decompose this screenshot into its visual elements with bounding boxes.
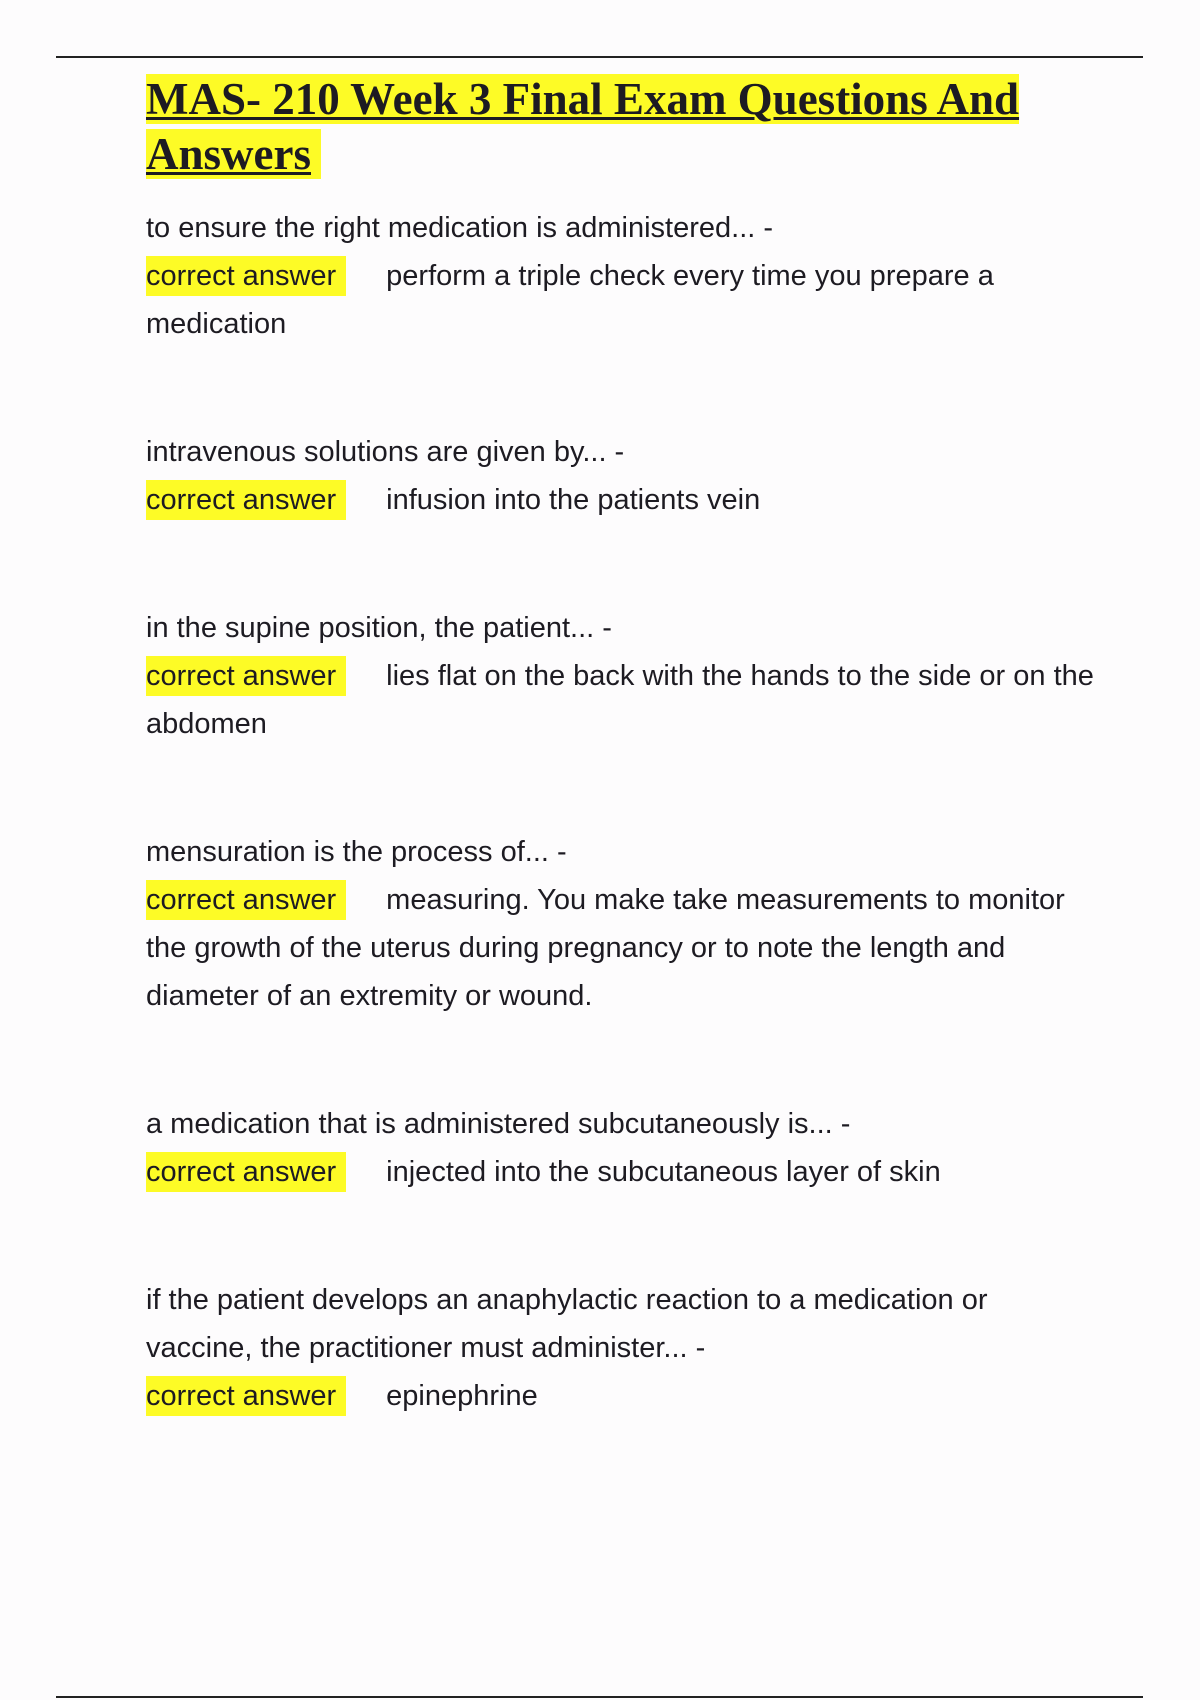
question-text: in the supine position, the patient... - — [146, 612, 612, 644]
qa-item — [146, 1100, 1096, 1196]
document-body — [146, 72, 1096, 1420]
document-title — [146, 72, 1096, 182]
qa-item — [146, 1276, 1096, 1420]
answer-text: measuring. You make take measurements to monitor the growth of the uterus during pregnancy or to note the length and diameter of an extremity or wound. — [146, 884, 1065, 1012]
correct-answer-label: correct answer — [146, 256, 346, 296]
question-text: a medication that is administered subcutaneously is... - — [146, 1108, 851, 1140]
answer-block — [146, 476, 1096, 524]
qa-list — [146, 204, 1096, 1420]
answer-text: perform a triple check every time you prepare a medication — [146, 260, 994, 340]
answer-block — [146, 876, 1096, 1020]
question-text: intravenous solutions are given by... - — [146, 436, 625, 468]
answer-block — [146, 1372, 1096, 1420]
qa-item — [146, 204, 1096, 348]
question-text: to ensure the right medication is administered... - — [146, 212, 774, 244]
correct-answer-label: correct answer — [146, 880, 346, 920]
bottom-rule — [56, 1696, 1143, 1698]
qa-item — [146, 604, 1096, 748]
correct-answer-label: correct answer — [146, 1376, 346, 1416]
correct-answer-label: correct answer — [146, 1152, 346, 1192]
question-text: if the patient develops an anaphylactic reaction to a medication or vaccine, the practitioner must administer... - — [146, 1284, 988, 1364]
answer-text: lies flat on the back with the hands to the side or on the abdomen — [146, 660, 1094, 740]
answer-text: infusion into the patients vein — [386, 484, 761, 516]
title-highlight: MAS- 210 Week 3 Final Exam Questions And Answers — [146, 74, 1020, 179]
correct-answer-label: correct answer — [146, 656, 346, 696]
top-rule — [56, 56, 1143, 58]
answer-block — [146, 252, 1096, 348]
qa-item — [146, 428, 1096, 524]
answer-text: epinephrine — [386, 1380, 538, 1412]
answer-block — [146, 1148, 1096, 1196]
qa-item — [146, 828, 1096, 1020]
answer-text: injected into the subcutaneous layer of skin — [386, 1156, 941, 1188]
question-text: mensuration is the process of... - — [146, 836, 567, 868]
answer-block — [146, 652, 1096, 748]
correct-answer-label: correct answer — [146, 480, 346, 520]
